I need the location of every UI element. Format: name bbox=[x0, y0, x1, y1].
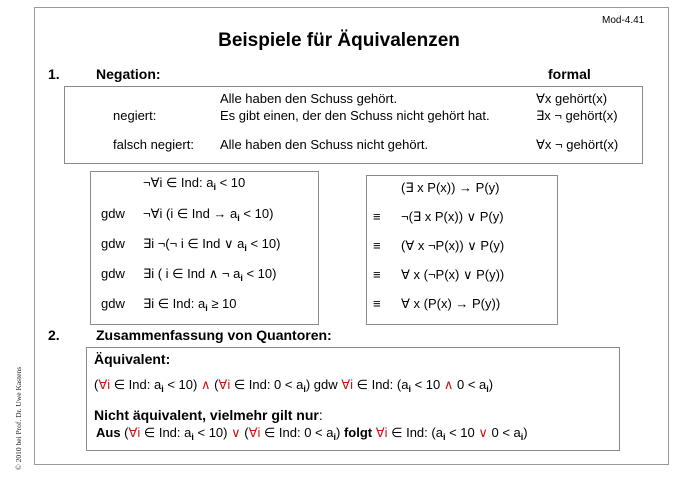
chain-keyword: gdw bbox=[101, 236, 125, 251]
negation-text: Alle haben den Schuss gehört. bbox=[220, 91, 398, 106]
chain-keyword: gdw bbox=[101, 296, 125, 311]
negation-box bbox=[64, 86, 643, 164]
copyright-note: © 2010 bei Prof. Dr. Uwe Kastens bbox=[14, 366, 23, 470]
negation-text: Es gibt einen, der den Schuss nicht gehört hat. bbox=[220, 108, 490, 123]
nonequiv-heading: Nicht äquivalent, vielmehr gilt nur: bbox=[94, 407, 323, 423]
section2-number: 2. bbox=[48, 327, 60, 343]
chain-formula: ∃i ¬(¬ i ∈ Ind ∨ $a_i < 10$) bbox=[143, 236, 281, 253]
chain-formula: ∃i ∈ Ind: $a_i \ge 10$ bbox=[143, 296, 237, 313]
equiv-symbol: ≡ bbox=[373, 296, 381, 311]
section2-heading: Zusammenfassung von Quantoren: bbox=[96, 327, 332, 343]
negation-formal: ∀x gehört(x) bbox=[536, 91, 608, 106]
implication-formula: ¬(∃ x P(x)) ∨ P(y) bbox=[401, 209, 504, 224]
equiv-symbol: ≡ bbox=[373, 267, 381, 282]
slide-title: Beispiele für Äquivalenzen bbox=[218, 30, 460, 51]
chain-formula: ¬∀i (i ∈ Ind → $a_i < 10$) bbox=[143, 206, 274, 223]
equiv-heading: Äquivalent: bbox=[94, 351, 171, 367]
chain-keyword: gdw bbox=[101, 206, 125, 221]
negation-formal: ∀x ¬ gehört(x) bbox=[536, 137, 619, 152]
negation-formal: ∃x ¬ gehört(x) bbox=[536, 108, 618, 123]
equivalence-chain-box bbox=[90, 171, 319, 325]
implication-formula: ∀ x (P(x) → P(y)) bbox=[401, 296, 501, 311]
implication-summary-formula: Aus (∀i ∈ Ind: $a_i < 10$) ∨ (∀i ∈ Ind: $0 < a_i$) folgt ∀i ∈ Ind: ($a_i < 10$ ∨ $0 < a_i$) bbox=[96, 425, 528, 442]
equiv-symbol: ≡ bbox=[373, 209, 381, 224]
negation-label: negiert: bbox=[113, 108, 157, 123]
equiv-symbol: ≡ bbox=[373, 238, 381, 253]
section1-heading: Negation: bbox=[96, 66, 161, 82]
section1-number: 1. bbox=[48, 66, 60, 82]
implication-formula: (∀ x ¬P(x)) ∨ P(y) bbox=[401, 238, 505, 253]
formal-label: formal bbox=[548, 66, 591, 82]
equivalence-formula: (∀i ∈ Ind: $a_i < 10$) ∧ (∀i ∈ Ind: $0 < a_i$) gdw ∀i ∈ Ind: ($a_i < 10$ ∧ $0 < a_i$) bbox=[94, 377, 494, 394]
negation-text: Alle haben den Schuss nicht gehört. bbox=[220, 137, 429, 152]
quantor-summary-box bbox=[86, 347, 620, 451]
chain-formula: ∃i ( i ∈ Ind ∧ ¬ $a_i < 10$) bbox=[143, 266, 277, 283]
chain-keyword: gdw bbox=[101, 266, 125, 281]
implication-chain-box bbox=[366, 175, 558, 325]
implication-formula: ∀ x (¬P(x) ∨ P(y)) bbox=[401, 267, 505, 282]
chain-formula: ¬∀i ∈ Ind: $a_i < 10$ bbox=[143, 175, 246, 192]
negation-label: falsch negiert: bbox=[113, 137, 194, 152]
slide-id: Mod-4.41 bbox=[602, 15, 645, 26]
implication-formula: (∃ x P(x)) → P(y) bbox=[401, 180, 500, 195]
